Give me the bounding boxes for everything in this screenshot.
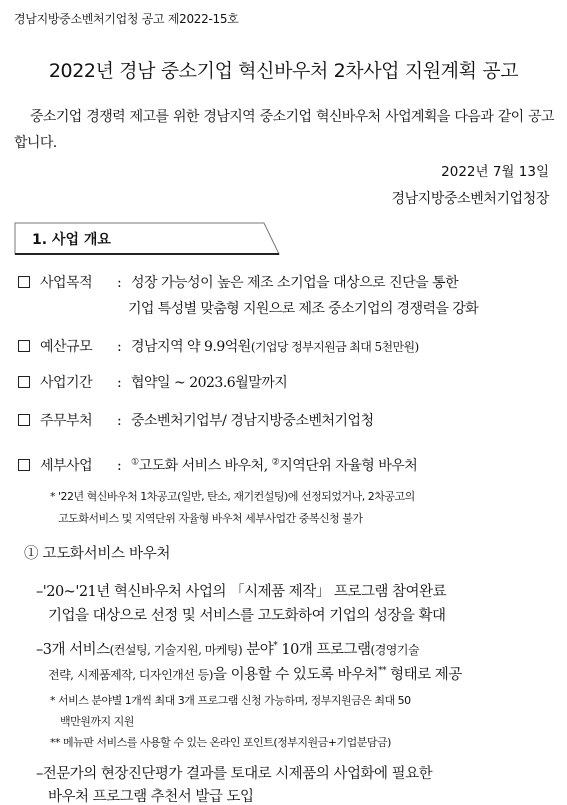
checkbox-icon — [18, 276, 30, 288]
bullet-2-programs: (경영기술 — [370, 643, 420, 657]
subprogram-item-2: 지역단위 자율형 바우처 — [279, 458, 418, 474]
purpose-text: 성장 가능성이 높은 제조 소기업을 대상으로 진단을 통한 — [131, 275, 459, 291]
footnote-mark: * — [273, 641, 278, 652]
period-value: 협약일 ~ 2023.6월말까지 — [131, 375, 288, 391]
period-label: 사업기간 — [40, 375, 93, 391]
subprogram-note: * '22년 혁신바우처 1차공고(일반, 탄소, 재기컨설팅)에 선정되었거나, 2차공고의 — [50, 490, 415, 503]
checkbox-icon — [18, 340, 30, 352]
department-value: 중소벤처기업부/ 경남지방중소벤처기업청 — [131, 413, 374, 429]
budget-value: 경남지역 약 9.9억원 — [131, 339, 251, 355]
checkbox-icon — [18, 414, 30, 426]
colon: : — [117, 413, 122, 429]
purpose-label: 사업목적 — [40, 275, 93, 291]
colon: : — [117, 375, 122, 391]
subprogram-label: 세부사업 — [40, 458, 93, 474]
advanced-bullet-3-cont: 바우처 프로그램 추천서 발급 도입 — [48, 789, 254, 805]
advanced-note-1: * 서비스 분야별 1개씩 최대 3개 프로그램 신청 가능하며, 정부지원금은 최대 50 — [50, 694, 411, 707]
notice-number: 경남지방중소벤처기업청 공고 제2022-15호 — [14, 12, 239, 26]
overview-subprograms — [18, 455, 417, 475]
bullet-2-text: 10개 프로그램 — [277, 642, 371, 658]
bullet-2-text: 분야 — [242, 642, 274, 658]
advanced-bullet-1-cont: 기업을 대상으로 선정 및 서비스를 고도화하여 기업의 성장을 확대 — [48, 608, 446, 624]
advanced-voucher-heading: ① 고도화서비스 바우처 — [24, 546, 171, 562]
announcement-date: 2022년 7월 13일 — [441, 164, 549, 180]
overview-purpose — [18, 272, 458, 292]
page-title: 2022년 경남 중소기업 혁신바우처 2차사업 지원계획 공고 — [48, 60, 519, 82]
colon: : — [117, 458, 122, 474]
checkbox-icon — [18, 459, 30, 471]
purpose-text-cont: 기업 특성별 맞춤형 지원으로 제조 중소기업의 경쟁력을 강화 — [128, 301, 479, 317]
circled-two: ② — [271, 457, 280, 468]
issuer-name: 경남지방중소벤처기업청장 — [391, 191, 549, 207]
budget-note: (기업당 정부지원금 최대 5천만원) — [250, 340, 419, 354]
advanced-bullet-2 — [36, 638, 419, 659]
intro-paragraph: 중소기업 경쟁력 제고를 위한 경남지역 중소기업 혁신바우처 사업계획을 다음과 같이 공고합니다. — [14, 109, 554, 151]
bullet-2-text: 형태로 제공 — [385, 667, 462, 683]
advanced-note-1-cont: 백만원까지 지원 — [60, 715, 134, 728]
advanced-bullet-3: –전문가의 현장진단평가 결과를 토대로 시제품의 사업화에 필요한 — [36, 766, 433, 782]
subprogram-item-1: 고도화 서비스 바우처, — [138, 458, 272, 474]
advanced-bullet-1: –'20~'21년 혁신바우처 사업의 「시제품 제작」 프로그램 참여완료 — [36, 584, 447, 600]
colon: : — [117, 275, 122, 291]
subprogram-note-cont: 고도화서비스 및 지역단위 자율형 바우처 세부사업간 중복신청 불가 — [58, 512, 363, 525]
bullet-2-services: (컨설팅, 기술지원, 마케팅) — [109, 643, 243, 657]
budget-label: 예산규모 — [40, 339, 93, 355]
section-heading-box — [14, 222, 280, 255]
advanced-note-2: ** 메뉴판 서비스를 사용할 수 있는 온라인 포인트(정부지원금+기업분담금) — [50, 736, 391, 749]
bullet-2-text: 을 이용할 수 있도록 바우처 — [212, 667, 378, 683]
circled-one: ① — [131, 457, 139, 468]
department-label: 주무부처 — [40, 413, 93, 429]
section-title: 1. 사업 개요 — [32, 232, 111, 248]
checkbox-icon — [18, 376, 30, 388]
overview-budget — [18, 336, 419, 356]
overview-department — [18, 410, 374, 430]
bullet-2-programs-cont: 전략, 시제품제작, 디자인개선 등) — [48, 668, 213, 682]
advanced-bullet-2-cont — [48, 663, 462, 684]
overview-period — [18, 372, 287, 392]
bullet-2-text: –3개 서비스 — [36, 642, 110, 658]
colon: : — [117, 339, 122, 355]
footnote-mark: ** — [377, 666, 386, 677]
